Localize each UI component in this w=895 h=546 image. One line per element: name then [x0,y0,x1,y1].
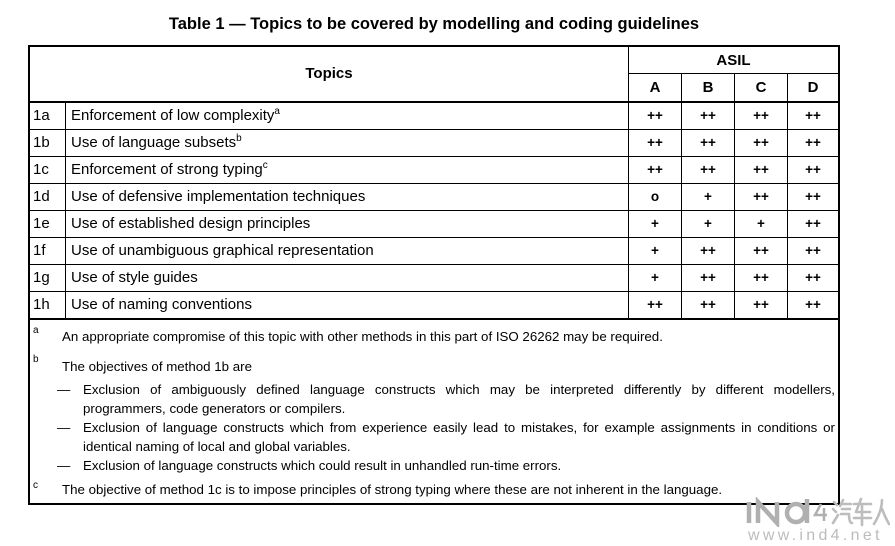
logo-brand-glyphs [833,499,889,525]
brand-glyph-3 [874,500,889,524]
logo-stroke-n [758,502,777,523]
asil-c-rating: ++ [734,238,787,264]
method-topic [65,292,628,318]
topic-text: Use of language subsets [71,134,237,151]
footnote-b-item-line: Exclusion of ambiguously defined language constructs which may be interpreted differently by different modellers, [83,382,835,397]
asil-header-group [628,47,838,101]
asil-b-rating: ++ [681,265,734,291]
asil-c-rating: ++ [734,157,787,183]
asil-d-rating: ++ [787,103,838,129]
footnote-b-item-line: Exclusion of language constructs which from experience easily lead to mistakes, for example assignments in conditions or [83,420,835,435]
method-id: 1d [33,188,50,205]
footnote-b-item-line: identical naming of local and global variables. [83,439,351,454]
brand-glyph-2 [854,499,871,525]
asil-header: ASIL [629,47,838,74]
asil-b-rating: ++ [681,130,734,156]
asil-c-rating: ++ [734,130,787,156]
method-id: 1c [33,161,49,178]
asil-b-rating: ++ [681,238,734,264]
table-row [30,103,838,130]
logo-mark [749,499,827,523]
topic-text: Use of unambiguous graphical representation [71,242,374,259]
footnote-b-item-line: Exclusion of language constructs which could result in unhandled run-time errors. [83,458,562,473]
asil-b-rating: ++ [681,103,734,129]
watermark-logo [744,497,890,527]
footnote-b-item-dash: — [57,458,71,473]
watermark-url: www.ind4.net [748,527,883,544]
asil-a-rating: + [628,238,681,264]
table-header [30,47,838,103]
asil-level-b: B [681,74,734,101]
footnote-b-item-dash: — [57,420,71,435]
asil-b-rating: + [681,211,734,237]
footnote-ref: a [274,106,280,117]
topic-text: Enforcement of strong typing [71,161,263,178]
asil-d-rating: ++ [787,130,838,156]
table-row [30,211,838,238]
asil-d-rating: ++ [787,238,838,264]
footnote-ref: c [262,160,268,171]
asil-d-rating: ++ [787,184,838,210]
guidelines-table [28,45,840,505]
method-id: 1h [33,296,50,313]
method-id: 1g [33,269,50,286]
method-topic [65,184,628,210]
asil-c-rating: + [734,211,787,237]
asil-level-c: C [734,74,787,101]
asil-c-rating: ++ [734,292,787,318]
table-row [30,292,838,320]
topic-text: Use of style guides [71,269,198,286]
table-row [30,238,838,265]
footnote-c-text: The objective of method 1c is to impose principles of strong typing where these are not inherent in the language. [62,482,723,497]
method-topic [65,157,628,183]
asil-d-rating: ++ [787,157,838,183]
asil-b-rating: + [681,184,734,210]
topic-text: Use of defensive implementation techniques [71,188,366,205]
asil-d-rating: ++ [787,211,838,237]
footnote-b-mark: b [33,354,39,365]
topic-text: Use of established design principles [71,215,311,232]
asil-levels [629,74,838,101]
method-id: 1e [33,215,50,232]
method-id: 1f [33,242,46,259]
asil-a-rating: + [628,265,681,291]
asil-a-rating: ++ [628,130,681,156]
asil-a-rating: ++ [628,157,681,183]
asil-d-rating: ++ [787,292,838,318]
footnote-ref: b [236,133,242,144]
table-row [30,265,838,292]
asil-c-rating: ++ [734,184,787,210]
footnote-b-item-line: programmers, code generators or compilers. [83,401,346,416]
asil-b-rating: ++ [681,157,734,183]
brand-glyph-1-radical [833,502,838,523]
asil-c-rating: ++ [734,265,787,291]
table-row [30,157,838,184]
method-id: 1a [33,107,50,124]
asil-a-rating: o [628,184,681,210]
method-topic [65,265,628,291]
table-row [30,184,838,211]
footnote-a-mark: a [33,325,39,336]
asil-level-a: A [649,79,661,96]
asil-level-d: D [787,74,838,101]
asil-d-rating: ++ [787,265,838,291]
topics-header: Topics [305,64,353,82]
asil-a-rating: + [628,211,681,237]
footnote-b-text: The objectives of method 1b are [62,359,252,374]
table-footnotes [30,319,838,503]
method-topic [65,238,628,264]
footnote-a-text: An appropriate compromise of this topic with other methods in this part of ISO 26262 may be required. [62,329,663,344]
brand-glyph-1-body [840,500,852,523]
method-topic [65,211,628,237]
footnote-c-mark: c [33,480,38,491]
topic-text: Use of naming conventions [71,296,252,313]
logo-stroke-4 [815,504,827,521]
asil-a-rating: ++ [628,292,681,318]
asil-c-rating: ++ [734,103,787,129]
footnote-b-item-dash: — [57,382,71,397]
table-title: Table 1 — Topics to be covered by modelling and coding guidelines [168,15,700,33]
asil-a-rating: ++ [628,103,681,129]
method-id: 1b [33,134,50,151]
method-topic [65,130,628,156]
table-row [30,130,838,157]
method-topic [65,103,628,129]
asil-b-rating: ++ [681,292,734,318]
topic-text: Enforcement of low complexity [71,107,275,124]
logo-stroke-d-bowl [787,504,805,522]
